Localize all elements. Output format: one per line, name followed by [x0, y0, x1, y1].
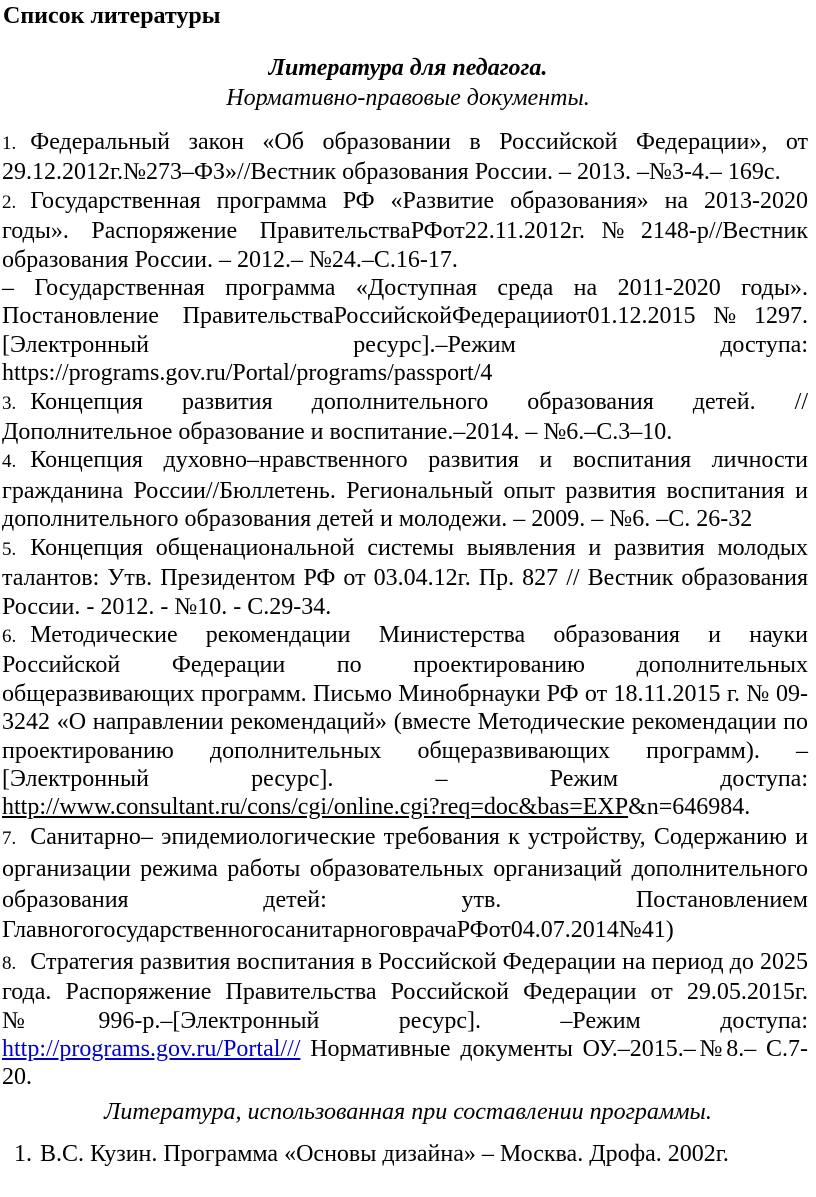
- reference-item: [2, 534, 808, 621]
- reference-text-tail: Нормативные документы ОУ.–2015.–№8.– С.7-20.: [2, 1035, 808, 1091]
- reference-item: [2, 388, 808, 447]
- reference-text: Концепция развития дополнительного образования детей. //Дополнительное образование и воспитание.–2014. – №6.–С.3–10.: [2, 388, 808, 446]
- reference-item: [2, 187, 808, 274]
- page-title: Список литературы: [3, 3, 221, 29]
- reference-item: [2, 948, 808, 1092]
- reference-text-tail: &n=646984.: [628, 794, 751, 821]
- section-subtitle-normative: Нормативно-правовые документы.: [226, 85, 590, 111]
- reference-item: [2, 274, 808, 388]
- reference-number: 5.: [2, 538, 17, 560]
- reference-item: [2, 822, 808, 946]
- reference-number: 1.: [14, 1141, 32, 1167]
- reference-number: 7.: [2, 827, 17, 849]
- reference-text: Методические рекомендации Министерства образования и науки Российской Федерации по проектированию дополнительных общеразвивающих программ. Письмо Минобрнауки РФ от 18.11.2015 г. № 09-3242 «О направлении рекомендаций» (вместе Методические рекомендации по проектированию дополнительных общеразвивающих программ). – [Электронный ресурс]. – Режим доступа:: [2, 621, 808, 792]
- section-title-program: Литература, использованная при составлении программы.: [104, 1099, 712, 1125]
- reference-list: [2, 128, 808, 1092]
- reference-text: Концепция общенациональной системы выявления и развития молодых талантов: Утв. Президентом РФ от 03.04.12г. Пр. 827 // Вестник образования России. - 2012. - №10. - С.29-34.: [2, 534, 808, 620]
- reference-text: Государственная программа РФ «Развитие образования» на 2013-2020 годы». Распоряжение ПравительстваРФот22.11.2012г.№2148-р//Вестник образования России. – 2012.– №24.–С.16-17.: [2, 187, 808, 273]
- reference-number: 2.: [2, 191, 17, 213]
- consultant-link[interactable]: http://www.consultant.ru/cons/cgi/online.cgi?req=doc&bas=EXP: [2, 794, 629, 821]
- reference-number: 1.: [2, 133, 17, 154]
- reference-item: [2, 621, 808, 822]
- reference-number: 4.: [2, 451, 17, 473]
- section-title-educator: Литература для педагога.: [268, 55, 548, 81]
- reference-number: 6.: [2, 625, 17, 647]
- reference-number: 3.: [2, 392, 17, 414]
- reference-text: Федеральный закон «Об образовании в Российской Федерации», от 29.12.2012г.№273–ФЗ»//Вестник образования России. – 2013. –№3-4.– 169с.: [2, 129, 808, 186]
- reference-text: Стратегия развития воспитания в Российской Федерации на период до 2025 года. Распоряжение Правительства Российской Федерации от 29.05.2015г.№996-р.–[Электронный ресурс]. –Режим доступа:: [2, 948, 808, 1034]
- reference-number: 8.: [2, 952, 17, 974]
- reference-text: Концепция духовно–нравственного развития и воспитания личности гражданина России//Бюллетень. Региональный опыт развития воспитания и дополнительного образования детей и молодежи. – 2009. – №6. –С. 26-32: [2, 447, 808, 533]
- reference-item: [2, 446, 808, 533]
- reference-text: – Государственная программа «Доступная среда на 2011-2020 годы». Постановление ПравительстваРоссийскойФедерацииот01.12.2015№1297. [Электронный ресурс].–Режим доступа: https://programs.gov.ru/Portal/programs/passport/4: [2, 275, 808, 387]
- programs-portal-link[interactable]: http://programs.gov.ru/Portal///: [2, 1035, 301, 1062]
- reference-text: Санитарно– эпидемиологические требования к устройству, Содержанию и организации режима работы образовательных организаций дополнительного образования детей: утв. Постановлением ГлавногогосударственногосанитарноговрачаРФот04.07.2014№41): [2, 823, 808, 944]
- reference-text: В.С. Кузин. Программа «Основы дизайна» – Москва. Дрофа. 2002г.: [40, 1141, 729, 1167]
- program-reference-item: [14, 1140, 729, 1168]
- reference-item: [2, 128, 808, 187]
